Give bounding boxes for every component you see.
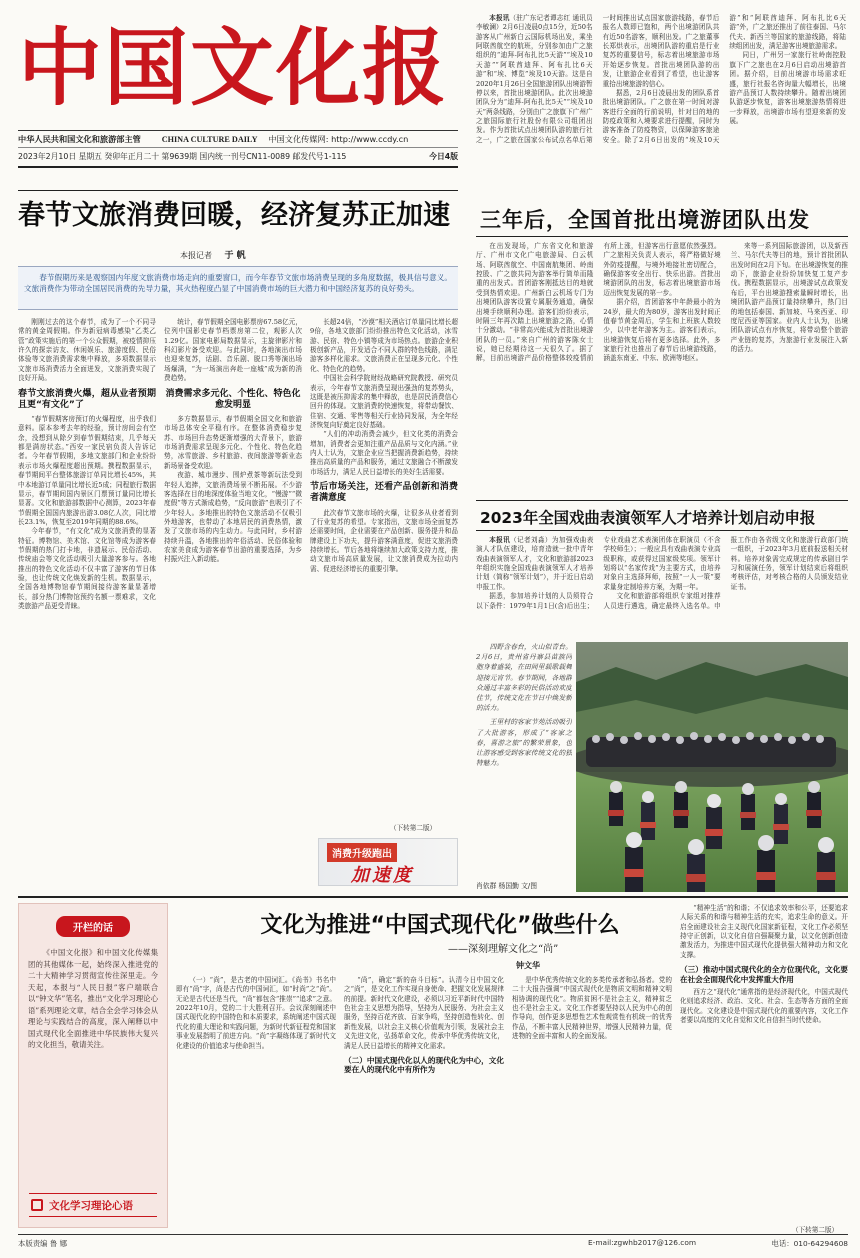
- main-col-2: [164, 318, 302, 893]
- headline-main: 春节文旅消费回暖，经济复苏正加速: [18, 200, 450, 231]
- photo-credit: 肖依群 杨国勤 文/图: [476, 882, 537, 890]
- masthead: [18, 16, 458, 176]
- lead-label: 本报讯: [489, 14, 510, 22]
- main-byline: [180, 248, 246, 261]
- right-article-body-3: 来等一系列国际旅游团，以及新西兰、马尔代夫等目的地，预计首批团队出发时间在2月下旬。在出境游恢复的推动下，旅游企业纷纷加快复工复产步伐。携程数据显示，出境游试点政策发布后，平台出境游搜索量瞬时增长，出境团队游产品预订量持续攀升，热门目的地包括泰国、新加坡、马来西亚、印度尼西亚等国家。业内人士认为，出境团队游试点有序恢复，将带动整个旅游产业链的复苏，为旅游行业发展注入新的活力。: [730, 242, 848, 353]
- footer-editor: 本版责编 鲁 娜: [18, 1239, 68, 1248]
- masthead-dateline: 2023年2月10日 星期五 癸卯年正月二十 第9639期 国内统一刊号CN11-0089 邮发代号1-115: [18, 152, 347, 161]
- article-body-3: 同日，广州另一家旅行社岭南控股旗下广之旅也在2月6日启动出境游首团。据介绍，目前出境游市场需求旺盛，旅行社报名咨询量大幅增长，出境游产品预订人数持续攀升。随着出境团队游逐步恢复，游客出境旅游热情将进一步释放，出境游市场有望迎来新的发展。: [729, 51, 846, 125]
- column-badge-label: 文化学习理论心语: [49, 1200, 133, 1212]
- masthead-site[interactable]: 中国文化传媒网: http://www.ccdy.cn: [268, 134, 409, 144]
- drama-body-2: 据悉，参加培养计划的人员须符合以下条件：1979年1月1日(含)后出生；专业戏曲艺术表演团体在职演员（不含学校师生）；一般应具有戏曲表演专业高级职称，或获得过国家级奖项。领军计划将以“名家传戏”为主要方式，由培养对象自主选择拜师，按照“一人一策”要求量身定制培养方案，为期一年。: [476, 536, 721, 610]
- culture-col3-text: 是中华优秀传统文化的多类传承者和弘扬者。党的二十大报告强调“中国式现代化是物质文明和精神文明相协调的现代化”。物质贫困不是社会主义，精神贫乏也不是社会主义。文化工作者要坚持以人民为中心的创作导向，创作更多思想性艺术性观赏性有机统一的优秀作品，不断丰富人民精神世界，增强人民精神力量，促进物的全面丰富和人的全面发展。: [512, 976, 672, 1041]
- main-col3-p4: 此次春节文旅市场的火爆，让很多从业者看到了行业复苏的希望。专家指出，文旅市场全面复苏还需要时间，企业需要在产品创新、服务提升和品牌建设上下功夫，提升游客满意度，促进文旅消费持续增长。节后各地将继续加大政策支持力度，推动文旅市场高质量发展，让文旅消费成为拉动内需、促进经济增长的重要引擎。: [310, 508, 458, 573]
- culture-col1-text: （一）“尚”，是古老的中国词汇。《尚书》书名中即有“尚”字，尚是古代的中国词汇，如“时尚”之“尚”。无论是古代还是当代，“尚”都包含“推崇”“追求”之意。2022年10月，党的二十大胜利召开。会议深刻阐述中国式现代化的中国特色和本质要求，系统阐述中国式现代化的重大理论和实践问题，为新时代新征程党和国家事业发展指明了前进方向。“尚”字凝练体现了新时代文化建设的价值追求与使命担当。: [176, 976, 336, 1050]
- byline-label: 本报记者: [180, 251, 212, 260]
- masthead-sponsor: 中华人民共和国文化和旅游部主管: [18, 134, 141, 144]
- right-article-body-2: 据介绍，首团游客中年龄最小的为24岁，最大的为80岁，游客出发时间正值春节黄金周后，学生和上班族人数较少，以中老年游客为主。游客们表示，出境游恢复后将有更多选择。此外，多家旅行社也推出了春节后出境游线路，涵盖东南亚、中东、欧洲等地区。: [603, 298, 721, 363]
- main-col1-p2: “春节假期客房预订的火爆程度，出乎我们意料。原本参考去年的经验，预计房间会有空余，没想到从除夕到春节假期结束，几乎每天都是满房状态。”西安一家民宿负责人告诉记者。今年春节假期，多地文旅部门和企业纷纷表示市场火爆程度超出预期。携程数据显示，春节期间平台整体旅游订单同比增长45%，其中本地游订单量同比增长近5成；同程旅行数据显示，春节期间国内景区门票预订量同比增长显著。文化和旅游部数据中心测算，2023年春节假期全国国内旅游出游3.08亿人次，同比增长23.1%，恢复至2019年同期的88.6%。: [18, 415, 156, 526]
- culture-subheadline: ——深刻理解文化之“尚”: [448, 944, 559, 955]
- main-col-1: [18, 318, 156, 893]
- column-intro-title: 开栏的话: [56, 916, 130, 937]
- culture-col2-text: “尚”，确定“新的奋斗目标”。认清今日中国文化之“尚”，是文化工作实现自身使命、把握文化发展规律的前提。新时代文化建设，必须以习近平新时代中国特色社会主义思想为指导，坚持为人民服务、为社会主义服务，坚持百花齐放、百家争鸣，坚持创造性转化、创新性发展，以社会主义核心价值观为引领，发展社会主义先进文化，弘扬革命文化，传承中华优秀传统文化，满足人民日益增长的精神文化需求。: [344, 976, 504, 1050]
- photo-caption-text: 四野含春台，火山似青台。2月6日，贵州省丹寨县苗族同胞身着盛装，在田间里载歌载舞迎接元宵节。春节期间，各地群众通过丰富多彩的民俗活动欢度佳节，传统文化在节日中焕发新的活力。: [476, 643, 572, 713]
- masthead-english: CHINA CULTURE DAILY: [161, 135, 258, 144]
- byline-name: 于 帆: [224, 251, 246, 261]
- right-article: [476, 242, 848, 497]
- footer-email[interactable]: E-mail:zgwhb2017@126.com: [588, 1238, 697, 1247]
- footer-phone: 电话：010-64294608: [771, 1239, 848, 1248]
- subheading-1: 春节文旅消费火爆，超从业者预期且更“有文化”了: [18, 388, 156, 410]
- main-col-3: [310, 318, 458, 818]
- top-right-article: [476, 14, 846, 192]
- main-turn-note: （下转第二版）: [390, 824, 437, 832]
- festival-photo: [576, 642, 848, 892]
- main-col1-p3: 今年春节，“有文化”成为文旅消费的显著特征。博物馆、美术馆、文化馆等成为游客春节假期的热门打卡地，非遗展示、民俗活动、传统庙会等文化活动吸引大量游客参与。各地推出的特色文化活动不仅丰富了游客的节日体验，也让传统文化焕发新的生机。数据显示，全国各地博物馆春节期间接待游客量显著增长，部分热门博物馆预约名额一票难求，文化类旅游产品更受青睐。: [18, 527, 156, 611]
- culture-col-3: [512, 976, 672, 1228]
- culture-col-1: [176, 976, 336, 1228]
- culture-subheading-1: （二）中国式现代化以人的现代化为中心，文化要在人的现代化中有所作为: [344, 1055, 504, 1075]
- drama-body: （记者刘淼）为加强戏曲表演人才队伍建设，培育造就一批中青年戏曲表演领军人才，文化和旅游部2023年组织实施全国戏曲表演领军人才培养计划（简称“领军计划”），并于近日启动申报工作。: [476, 536, 594, 591]
- culture-turn-note: （下转第二版）: [792, 1226, 839, 1234]
- culture-author: 钟文华: [516, 961, 540, 970]
- column-intro-box: [18, 903, 168, 1228]
- article-body-2: 据悉，2月6日凌晨出发的团队系首批出境游团队。广之旅在第一时间对游客进行全面的行前说明，针对目的地的防疫政策和入境要求进行提醒，同时为游客准备了防疫物资，以保障游客旅途安全。除了2月6日出发的“埃及10天游”和“阿联酋迪拜、阿布扎比6天游”外，广之旅还推出了前往泰国、马尔代夫、新西兰等国家的旅游线路，将陆续组团出发，满足游客出境旅游需求。: [602, 14, 846, 144]
- main-col2-p1: 统计，春节假期全国电影票房67.58亿元，位列中国影史春节档票房第二位，观影人次1.29亿。国家电影局数据显示，主旋律影片和科幻影片备受欢迎。与此同时，各地演出市场也迎来复苏，话剧、音乐剧、脱口秀等演出场场爆满，“为一场演出奔赴一座城”成为新的消费趋势。: [164, 318, 302, 383]
- main-col2-p2: 多方数据显示，春节假期全国文化和旅游市场总体安全平稳有序。在整体消费稳步复苏、市场回升态势逐渐增强的大背景下，旅游市场消费需求呈现多元化、个性化、特色化趋势，冰雪旅游、乡村旅游、夜间旅游等新业态新场景备受欢迎。: [164, 415, 302, 470]
- column-intro-body: 《中国文化报》和中国文化传媒集团的其他媒体一起，始终深入推进党的二十大精神学习贯彻宣传往深里走。今天起，本报与“人民日报”客户端联合以“钟文华”笔名，推出“文化学习理论心语”系列理论文章，结合全会学习体会从理论与实践结合的高度，深入阐释以中国式现代化全面推进中华民族伟大复兴的文化担当，敬请关注。: [28, 948, 158, 1050]
- photo-caption-text-2: 王里村的客家节苑活动吸引了大批游客，形成了“客家之春，喜游之旅”的繁荣景象，也让游客感受到客家传统文化的独特魅力。: [476, 718, 572, 768]
- drama-article: [476, 536, 848, 636]
- headline-drama: 2023年全国戏曲表演领军人才培养计划启动申报: [480, 509, 816, 527]
- right-article-body: 在出发现场，广东省文化和旅游厅、广州市文化广电旅游局、白云机场、阿联酋航空、中国南航集团、岭南控股、广之旅共同为游客举行简单而隆重的出发式。首团游客刚抵达目的地就受到热情欢迎。广州新白云机场专门为出境团队游客设置专属服务通道，确保出境手续顺利办理。游客们纷纷表示，时隔三年再次踏上出境旅游之路，心情十分激动。“非常高兴能成为首批出境游团队的一员。”来自广州的游客陈女士说，她已经期待这一天很久了。据了解，目前出境游产品价格整体较疫情前有所上涨，但游客出行意愿依然强烈。广之旅相关负责人表示，将严格做好境外防疫提醒，与境外地接社密切配合，确保游客安全出行、快乐出游。首批出境游团队的出发，标志着出境旅游市场迈出恢复发展的第一步。: [476, 242, 721, 363]
- main-intro-text: 春节假期历来是观察国内年度文旅消费市场走向的重要窗口，而今年春节文旅市场消费呈现的多角度数据，极具信号意义。文旅消费作为带动全国居民消费的先导力量，其火热程度凸显了中国消费市场的巨大潜力和中国经济复苏的良好势头。: [24, 273, 452, 294]
- photo-caption: [476, 642, 572, 892]
- drama-lead-label: 本报讯: [489, 536, 511, 544]
- column-badge: [29, 1193, 157, 1217]
- main-col3-p3: “人们的冲动消费会减少，但文化类的消费会增加，消费者会更加注重产品品质与文化内涵。”业内人士认为，文旅企业应当把握消费新趋势，持续推出高质量的产品和服务，通过文旅融合不断激发市场活力，满足人民日益增长的美好生活需要。: [310, 430, 458, 476]
- main-intro: [18, 266, 458, 310]
- main-col3-p2: 中国社会科学院财经战略研究院教授、研究员表示，今年春节文旅消费呈现出强劲的复苏势头，这既是被压抑需求的集中释放，也是居民消费信心回升的体现。文旅消费的快速恢复，将带动餐饮、住宿、交通、零售等相关行业协同发展，为全年经济恢复向好奠定良好基础。: [310, 374, 458, 429]
- culture-col4-text: “精神生活”的和谐；不仅追求效率和公平，还要追求人际关系的和谐与精神生活的充实，追求生命的意义。开启全面建设社会主义现代化国家新征程，文化工作必须坚持守正创新，以文化自信自强凝聚力量，以文化创新创造激发活力，为推进中国式现代化提供强大精神动力和文化支撑。: [680, 904, 848, 959]
- promo-box: [318, 838, 458, 886]
- masthead-title: 中国文化报: [18, 18, 449, 117]
- promo-line-2: 加速度: [351, 865, 414, 886]
- drama-body-3: 文化和旅游部将组织专家组对推荐人员进行遴选，确定最终入选名单。申报工作由各省级文化和旅游行政部门统一组织，于2023年3月底前报送相关材料。培养对象需完成规定的传承剧目学习和展演任务，领军计划结束后将组织考核评估，对考核合格的人员颁发结业证书。: [603, 536, 848, 610]
- masthead-pages: 今日4版: [429, 152, 458, 161]
- main-col3-p1: 长超24倍，“沙漠”相关酒店订单量同比增长超9倍，各地文旅部门纷纷推出特色文化活动，冰雪游、民宿、特色小镇等成为市场热点。旅游企业积极创新产品，开发适合不同人群的特色线路，满足游客多样化需求。文旅消费正在呈现多元化、个性化、特色化的趋势。: [310, 318, 458, 373]
- culture-col4b-text: 西方之“现代化”通常指的是经济现代化，中国式现代化则追求经济、政治、文化、社会、生态等各方面的全面现代化。文化建设是中国式现代化的重要内容，文化工作者要以高度的文化自觉和文化自信担当时代使命。: [680, 988, 848, 1025]
- main-col2-p3: 夜游、城市漫步、围炉煮茶等新玩法受到年轻人追捧，文旅消费场景不断拓展。不少游客选择在目的地深度体验当地文化，“慢游”“微度假”等方式渐成趋势，“反向旅游”也吸引了不少年轻人。多地推出的特色文旅活动不仅吸引外地游客，也带动了本地居民的消费热情，激发了文旅市场的内生动力。与此同时，乡村游持续升温，各地推出的年俗活动、民俗体验和农家美食成为游客春节出游的重要选择，为乡村振兴注入新动能。: [164, 471, 302, 564]
- book-icon: [31, 1199, 43, 1211]
- article-body: （驻广东记者谭志红 通讯员李敏澜）2月6日凌晨0点15分，近50名游客从广州新白云国际机场出发，乘坐阿联酋航空的航班，分别参加由广之旅组织的“迪拜-阿布扎比5天游”“埃及10天游”“阿联酋迪拜、阿布扎比6天游”和“埃、博览”埃及10天游。这是自2020年1月26日全国旅游团队出境游暂停以来，首批出境游团队。此次出境游团队分为“迪拜-阿布扎比5天”“埃及10天”两条线路，分别由广之旅旗下广州广之旅国际旅行社股份有限公司组团出发。作为首批试点出境团队游的旅行社之一，广之旅在国家公布试点名单后第一时间推出试点国家旅游线路，春节后报名人数即已饱和，两个出境游团队共有近50名游客，顺利出发。广之旅董事长郑烘表示，出境团队游的重启是行业复苏的重要信号，标志着出境旅游市场开始逐步恢复。首批出境团队游的出发，让旅游企业看到了希望，也让游客重拾出境旅游的信心。: [476, 14, 720, 144]
- culture-col-2: [344, 976, 504, 1228]
- footer: [18, 1238, 848, 1252]
- culture-col-4: [680, 904, 848, 1222]
- subheading-3: 节后市场关注，还看产品创新和消费者满意度: [310, 482, 458, 504]
- culture-headline: 文化为推进“中国式现代化”做些什么: [260, 913, 620, 938]
- culture-subheading-2: （三）推动中国式现代化的全方位现代化，文化要在社会全面现代化中发挥重大作用: [680, 965, 848, 984]
- headline-right: 三年后，全国首批出境游团队出发: [480, 208, 810, 232]
- main-col1-p1: 刚刚过去的这个春节，成为了一个不同寻常的黄金周假期。作为新冠病毒感染“乙类乙管”政策实施后的第一个公众假期，被疫情抑压许久的探亲访友、休闲娱乐、旅游度假、民俗体验等文旅消费需求集中释放，多项数据显示文旅市场消费活力全面迸发，文旅消费实现了良好开局。: [18, 318, 156, 383]
- promo-line-1: 消费升级跑出: [327, 843, 397, 862]
- subheading-2: 消费需求多元化、个性化、特色化愈发明显: [165, 388, 301, 410]
